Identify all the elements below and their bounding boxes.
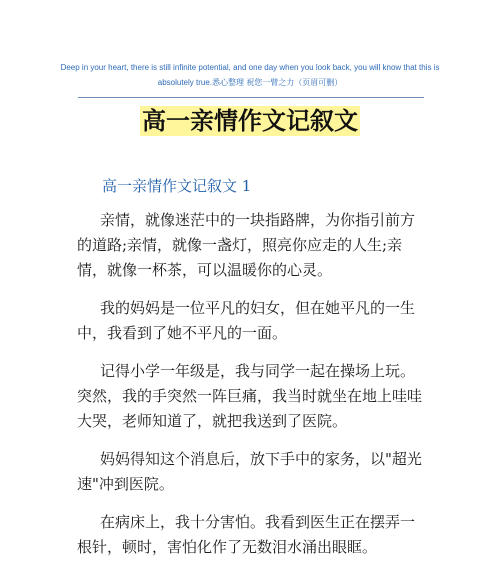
paragraph-4: 妈妈得知这个消息后，放下手中的家务，以"超光速"冲到医院。	[77, 450, 422, 493]
header-divider	[78, 97, 424, 98]
document-title: 高一亲情作文记叙文	[142, 106, 358, 135]
paragraph-1: 亲情，就像迷茫中的一块指路牌，为你指引前方的道路;亲情，就像一盏灯，照亮你应走的人生;亲情，就像一杯茶，可以温暖你的心灵。	[77, 211, 416, 279]
section-subtitle: 高一亲情作文记叙文 1	[102, 177, 252, 195]
header-note: Deep in your heart, there is still infinite potential, and one day when you look back, you will know that this is absolutely true.悉心整理 祝您一臂之力（页眉可删）	[60, 63, 440, 87]
paragraph-3: 记得小学一年级是，我与同学一起在操场上玩。突然，我的手突然一阵巨痛，我当时就坐在地上哇哇大哭，老师知道了，就把我送到了医院。	[77, 362, 423, 430]
title-container	[0, 106, 500, 136]
paragraph-5: 在病床上，我十分害怕。我看到医生正在摆弄一根针，顿时，害怕化作了无数泪水涌出眼眶。	[77, 513, 416, 556]
paragraph-2: 我的妈妈是一位平凡的妇女，但在她平凡的一生中，我看到了她不平凡的一面。	[77, 299, 416, 342]
